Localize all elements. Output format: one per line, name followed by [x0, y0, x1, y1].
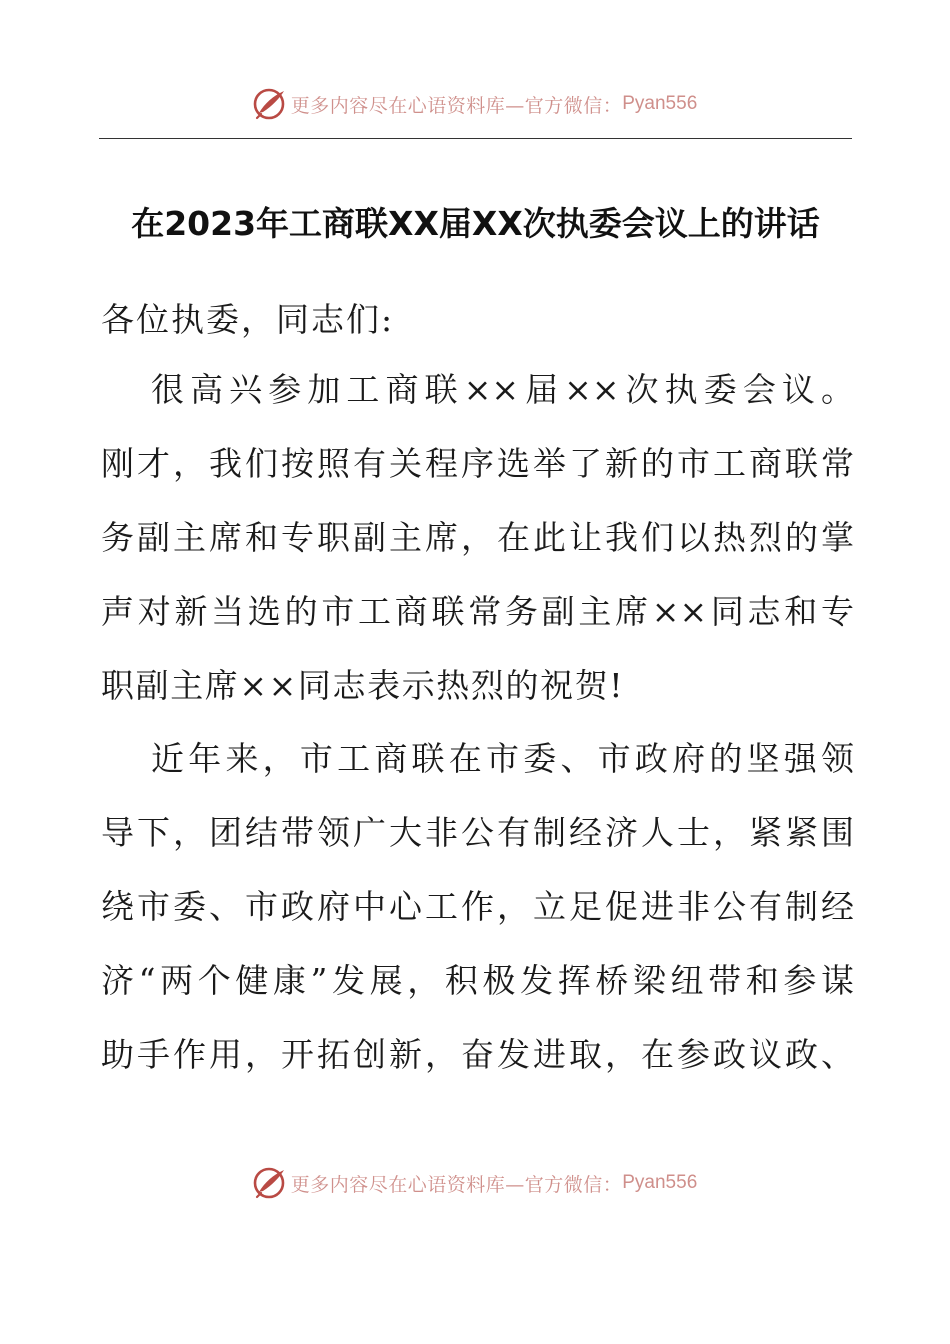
salutation: 各位执委，同志们:: [101, 300, 395, 339]
quill-logo-icon: [253, 87, 287, 121]
paragraph-line: 声对新当选的市工商联常务副主席××同志和专: [101, 592, 854, 631]
paragraph-line: 导下，团结带领广大非公有制经济人士，紧紧围: [101, 813, 854, 852]
header-divider: [99, 138, 852, 139]
paragraph-line: 近年来，市工商联在市委、市政府的坚强领: [151, 739, 854, 778]
quill-logo-icon: [253, 1166, 287, 1200]
paragraph-line: 绕市委、市政府中心工作，立足促进非公有制经: [101, 887, 854, 926]
paragraph-line: 刚才，我们按照有关程序选举了新的市工商联常: [101, 444, 854, 483]
paragraph-line: 助手作用，开拓创新，奋发进取，在参政议政、: [101, 1035, 854, 1074]
footer-banner: [0, 1163, 950, 1203]
paragraph-line: 很高兴参加工商联××届××次执委会议。: [151, 370, 854, 409]
document-title: 在2023年工商联XX届XX次执委会议上的讲话: [131, 204, 820, 243]
header-wechat-id: Pyan556: [622, 93, 698, 114]
header-banner: [0, 84, 950, 124]
header-banner-text: 更多内容尽在心语资料库—官方微信：: [290, 94, 623, 117]
paragraph-line: 务副主席和专职副主席，在此让我们以热烈的掌: [101, 518, 854, 557]
footer-wechat-id: Pyan556: [622, 1172, 698, 1193]
paragraph-line: 职副主席××同志表示热烈的祝贺!: [101, 666, 625, 705]
footer-banner-text: 更多内容尽在心语资料库—官方微信：: [290, 1173, 623, 1196]
paragraph-line: 济“两个健康”发展，积极发挥桥梁纽带和参谋: [101, 961, 854, 1000]
